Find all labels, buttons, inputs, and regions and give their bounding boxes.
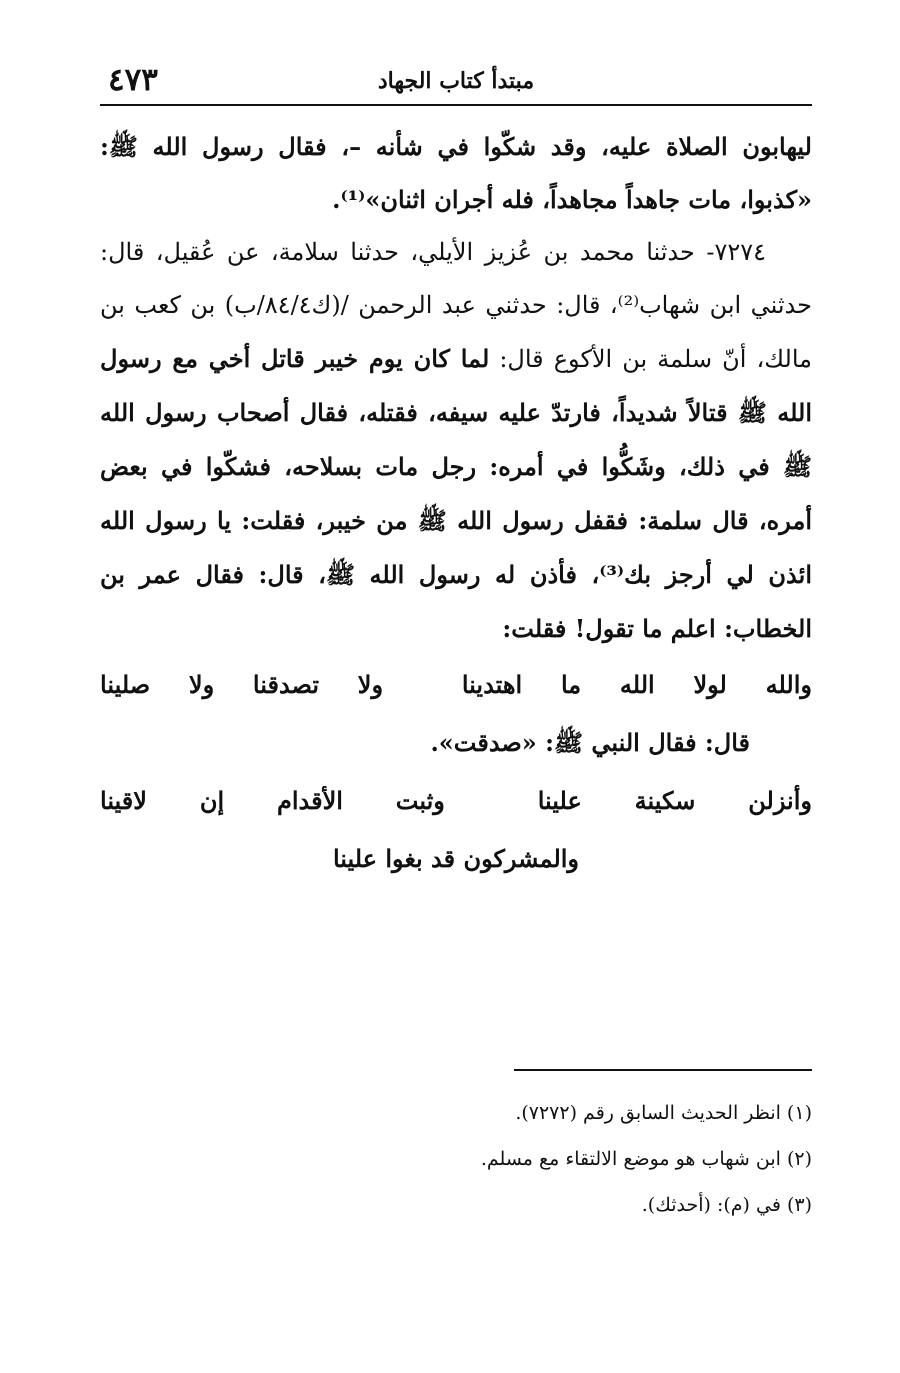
verse-word: لولا <box>693 670 727 699</box>
verse-1 <box>100 656 812 772</box>
verse-2-line <box>100 772 812 830</box>
verse-word: الله <box>619 670 655 699</box>
verse-word: إن <box>199 786 225 815</box>
footnote-3: (٣) في (م): (أحدثك). <box>641 1194 812 1216</box>
running-title: مبتدأ كتاب الجهاد <box>377 68 535 94</box>
footnotes <box>100 1090 812 1228</box>
book-page <box>100 60 812 1350</box>
verse-word: وثبت <box>395 786 445 815</box>
verse-word: ولا <box>357 670 384 699</box>
footnote-2: (٢) ابن شهاب هو موضع الالتقاء مع مسلم. <box>480 1148 812 1170</box>
verse-word: والله <box>765 670 812 699</box>
verse-word: وأنزلن <box>748 786 812 815</box>
verse-word: علينا <box>537 786 582 815</box>
verse-word: الأقدام <box>276 786 343 815</box>
hadith-isnad: ٧٢٧٤- حدثنا محمد بن عُزيز الأيلي، حدثنا سلامة، عن عُقيل، قال: حدثني ابن شهاب⁽²⁾، قال: حدثني عبد الرحمن /(ك٨٤/٤/ب) بن كعب بن مالك، أنّ سلمة بن الأكوع قال: <box>100 238 812 373</box>
verse-word: اهتدينا <box>461 670 523 699</box>
footnote-divider <box>514 1069 812 1071</box>
footnote-1: (١) انظر الحديث السابق رقم (٧٢٧٢). <box>515 1102 812 1124</box>
verse-word: ما <box>560 670 582 699</box>
verse-word: تصدقنا <box>252 670 320 699</box>
prophet-reply: قال: فقال النبي ﷺ: «صدقت». <box>430 728 750 757</box>
page-number: ٤٧٣ <box>108 62 158 98</box>
verse-word: صلينا <box>100 670 151 699</box>
continuation-paragraph: ليهابون الصلاة عليه، وقد شكّوا في شأنه –، فقال رسول الله ﷺ: «كذبوا، مات جاهداً مجاهداً، فله أجران اثنان»⁽¹⁾. <box>100 132 812 214</box>
hadith-matn: لما كان يوم خيبر قاتل أخي مع رسول الله ﷺ قتالاً شديداً، فارتدّ عليه سيفه، فقتله، فقال أصحاب رسول الله ﷺ في ذلك، وشَكُّوا في أمره: رجل مات بسلاحه، فشكّوا في بعض أمره، قال سلمة: فقفل رسول الله ﷺ من خيبر، فقلت: يا رسول الله ائذن لي أرجز بك⁽³⁾، فأذن له رسول الله ﷺ، قال: فقال عمر بن الخطاب: اعلم ما تقول! فقلت: <box>100 344 812 643</box>
page-header <box>100 60 812 106</box>
verse-1-line <box>100 656 812 714</box>
verse-word: سكينة <box>634 786 696 815</box>
body-text <box>100 120 812 888</box>
verse-word: ولا <box>188 670 215 699</box>
verse-2 <box>100 772 812 888</box>
verse-2-closing: والمشركون قد بغوا علينا <box>332 844 580 873</box>
verse-word: لاقينا <box>100 786 147 815</box>
hadith-paragraph <box>100 226 812 656</box>
